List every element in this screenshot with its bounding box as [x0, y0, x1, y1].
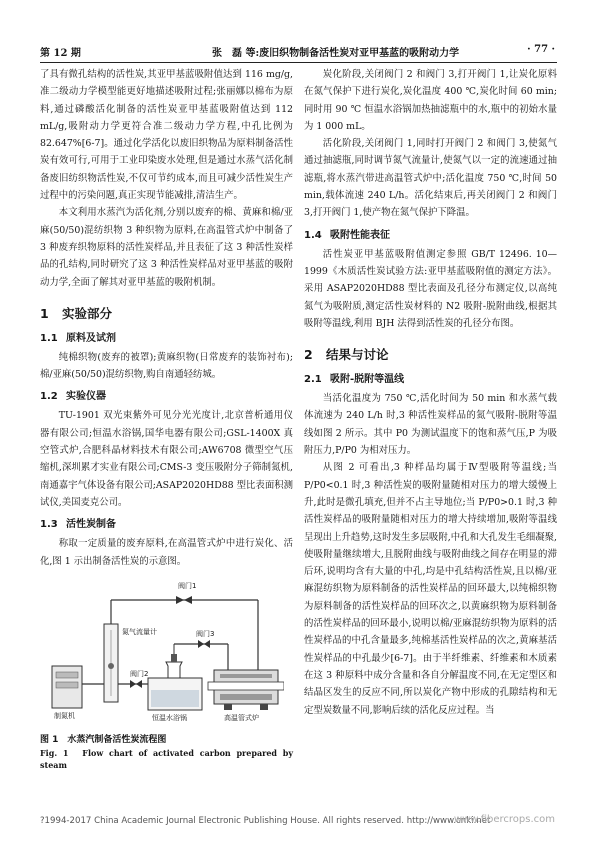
label-flowmeter: 氮气流量计 [122, 627, 157, 636]
intro-paragraph-1: 了具有微孔结构的活性炭,其亚甲基蓝吸附值达到 116 mg/g,准二级动力学模型能更好地描述吸附过程;张丽娜以棉布为原料,通过磷酸活化制备的活性炭亚甲基蓝吸附值达到 112 mL/g,吸附动力学更符合准二级动力学方程,中孔比例为 82.647%[6-7]。通过化学活化以废旧织物品为原料制备活性炭有效可行,可用于工业印染废水处理,但是通过水蒸气活化制备废旧纺织物活性炭,不仅可节约成本,而且可减少活性炭生产过程中的污染问题,真正实现节能减排,清洁生产。 [40, 69, 293, 202]
subsection-1-2-heading [40, 389, 293, 405]
subsection-2-1-heading [304, 372, 557, 388]
right-column [304, 66, 557, 719]
figure-1-flowchart [48, 574, 284, 732]
subsection-1-1-title: 原料及试剂 [66, 332, 116, 344]
valve-3-symbol [198, 640, 204, 648]
label-nitrogen-generator: 制氮机 [54, 711, 75, 720]
label-valve-1: 阀门1 [178, 581, 197, 590]
carbonization-paragraph: 炭化阶段,关闭阀门 2 和阀门 3,打开阀门 1,让炭化原料在氮气保护下进行炭化,炭化温度 400 ℃,炭化时间 60 min;同时用 90 ℃ 恒温水浴锅加热抽滤瓶中的水,瓶中的初始水量为 1 000 mL。 [304, 69, 557, 132]
characterization-paragraph: 活性炭亚甲基蓝吸附值测定参照 GB/T 12496. 10—1999《木质活性炭试验方法:亚甲基蓝吸附值的测定方法》。采用 ASAP2020HD88 型比表面及孔径分布测定仪,以高纯氮气为吸附质,测定活性炭材料的 N2 吸附-脱附曲线,根据其吸附等温线,利用 BJH 法得到活性炭的孔径分布图。 [304, 248, 557, 329]
valve-2-symbol [130, 680, 136, 688]
section-2-heading [304, 346, 557, 364]
subsection-1-3-title: 活性炭制备 [66, 519, 116, 531]
materials-paragraph: 纯棉织物(废弃的被罩);黄麻织物(日常废弃的装饰衬布);棉/亚麻(50/50)混纺织物,购自南通轻纺城。 [40, 351, 293, 381]
left-column [40, 66, 293, 771]
section-2-number: 2 [304, 347, 313, 363]
flowchart-drawing [48, 574, 284, 732]
subsection-1-4-heading [304, 228, 557, 244]
running-header [40, 40, 555, 58]
suction-flask-shape [166, 662, 182, 678]
figure-1-caption-cn: 图 1 水蒸汽制备活性炭流程图 [40, 734, 167, 745]
header-rule [40, 62, 557, 63]
watermark-text: www.fibercrops.com [453, 814, 555, 825]
isotherm-paragraph-2: 从图 2 可看出,3 种样品均属于Ⅳ型吸附等温线;当 P/P0<0.1 时,3 种活性炭的吸附量随相对压力的增大缓慢上升,此时是微孔填充,但并不占主导地位;当 P/P0>0.1 时,3 种活性炭样品的吸附量随相对压力的增大持续增加,吸附等温线呈现出上升趋势,这时发生多层吸附,中孔和大孔发生毛细凝聚,使吸附量继续增大,且脱附曲线与吸附曲线之间存在明显的滞后环,说明均含有大量的中孔,均是中孔结构活性炭,且以棉/亚麻混纺织物为原料制备的活性炭样品的回环最大,以纯棉织物为原料制备的活性炭样品的回环次之,以黄麻织物为原料制备的活性炭样品的回环最小,说明以棉/亚麻混纺织物为原料的活性炭样品的中孔含量最多,纯棉基活性炭样品的次之,黄麻基活性炭样品的中孔最少[6-7]。由于半纤维素、纤维素和木质素在这 3 种原料中成分含量和各自分解温度不同,在无定型区和结晶区发生的反应不同,所以炭化产物中形成的孔隙结构和无定型炭数量不同,影响后续的活化反应过程。当 [304, 462, 557, 716]
preparation-paragraph: 称取一定质量的废弃原料,在高温管式炉中进行炭化、活化,图 1 示出制备活性炭的示意图。 [40, 538, 293, 567]
running-title: 张 磊 等:废旧织物制备活性炭对亚甲基蓝的吸附动力学 [212, 48, 460, 59]
subsection-1-3-heading [40, 517, 293, 533]
subsection-1-1-number: 1.1 [40, 332, 58, 344]
valve-1-symbol [176, 596, 184, 604]
label-tube-furnace: 高温管式炉 [224, 713, 259, 722]
section-1-title: 实验部分 [62, 305, 113, 321]
subsection-1-2-title: 实验仪器 [66, 391, 106, 403]
page-number: · 77 · [527, 44, 555, 55]
isotherm-paragraph-1: 当活化温度为 750 ℃,活化时间为 50 min 和水蒸气载体流速为 240 L/h 时,3 种活性炭样品的氮气吸附-脱附等温线如图 2 所示。其中 P0 为测试温度下的饱和蒸气压,P 为吸附压力,P/P0 为相对压力。 [304, 393, 557, 457]
subsection-2-1-title: 吸附-脱附等温线 [330, 374, 405, 386]
issue-number: 第 12 期 [40, 48, 81, 59]
section-1-number: 1 [40, 305, 49, 321]
copyright-notice: ?1994-2017 China Academic Journal Electronic Publishing House. All rights reserved. http://www.cnki.net [40, 816, 491, 826]
instruments-paragraph: TU-1901 双光束紫外可见分光光度计,北京普析通用仪器有限公司;恒温水浴锅,国华电器有限公司;GSL-1400X 真空管式炉,合肥科晶材料技术有限公司;AW6708 微型空气压缩机,深圳累才实业有限公司;CMS-3 变压吸附分子筛制氮机,南通嘉宇气体设备有限公司;ASAP2020HD88 型比表面积测试仪,美国麦克公司。 [40, 410, 293, 508]
page-footer [40, 816, 555, 832]
section-2-title: 结果与讨论 [326, 347, 389, 363]
label-valve-2: 阀门2 [130, 669, 149, 678]
subsection-1-4-number: 1.4 [304, 229, 322, 241]
section-1-heading [40, 305, 293, 323]
subsection-1-4-title: 吸附性能表征 [330, 229, 390, 241]
intro-paragraph-2: 本文利用水蒸汽为活化剂,分别以废弃的棉、黄麻和棉/亚麻(50/50)混纺织物 3 种织物为原料,在高温管式炉中制备了 3 种废弃织物原料的活性炭样品,并且表征了这 3 种活性炭样品的孔结构,同时研究了这 3 种活性炭样品对亚甲基蓝的吸附动力学,全面了解其对亚甲基蓝的吸附机制。 [40, 207, 293, 288]
subsection-2-1-number: 2.1 [304, 374, 322, 386]
subsection-1-3-number: 1.3 [40, 519, 58, 531]
label-valve-3: 阀门3 [196, 629, 215, 638]
figure-1-caption-en: Fig. 1 Flow chart of activated carbon prepared by steam [40, 747, 293, 770]
activation-paragraph: 活化阶段,关闭阀门 1,同时打开阀门 2 和阀门 3,使氮气通过抽滤瓶,同时调节氮气流量计,使氮气以一定的流速通过抽滤瓶,将水蒸汽带进高温管式炉中;活化温度 750 ℃,时间 50 min,载体流速 240 L/h。活化结束后,再关闭阀门 2 和阀门 3,打开阀门 1,使产物在氮气保护下降温。 [304, 138, 557, 219]
subsection-1-2-number: 1.2 [40, 391, 58, 403]
label-water-bath: 恒温水浴锅 [152, 713, 187, 722]
subsection-1-1-heading [40, 331, 293, 347]
